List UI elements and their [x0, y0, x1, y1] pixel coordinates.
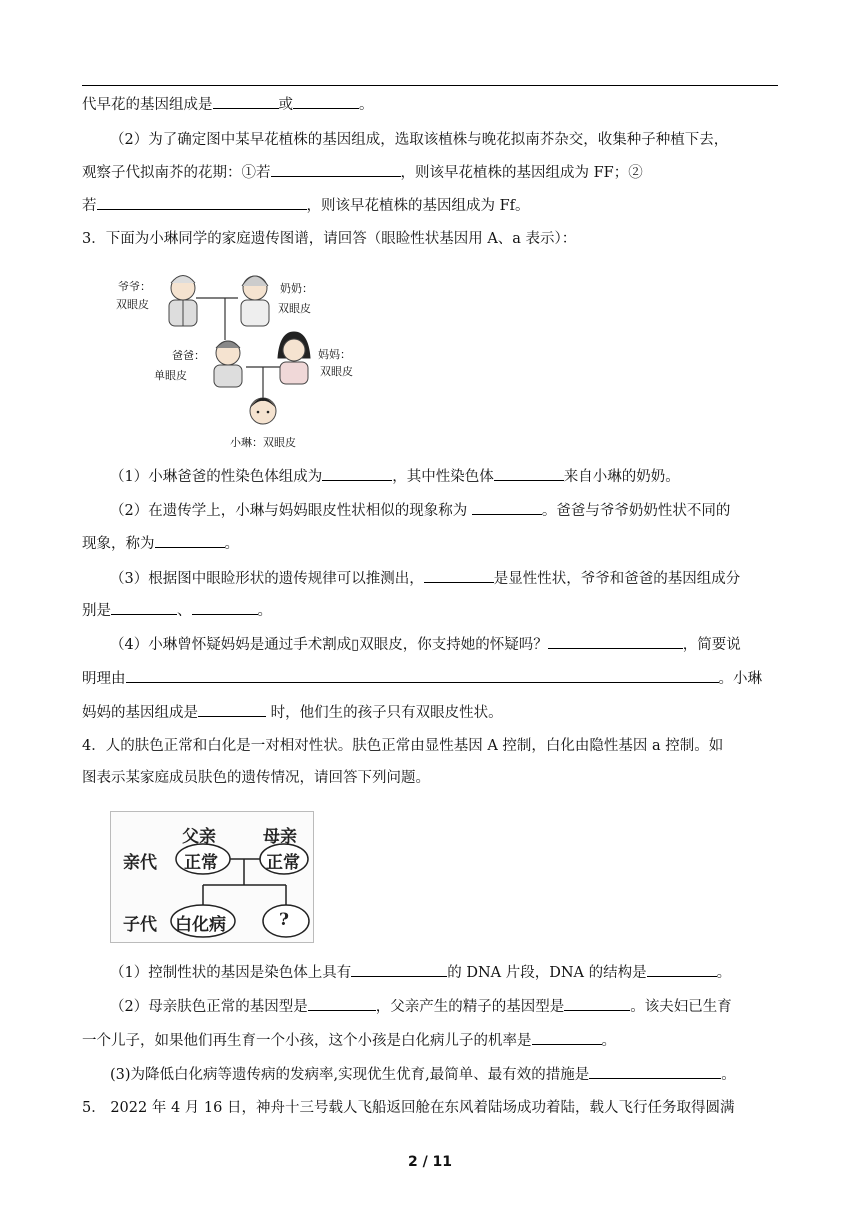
answer-blank[interactable] [548, 634, 683, 649]
dad-label: 爸爸： [172, 349, 205, 362]
answer-blank[interactable] [532, 1030, 602, 1045]
q3-part3-line2: 别是 、 。 [82, 600, 782, 621]
child-label: 小琳：双眼皮 [230, 436, 296, 449]
answer-blank[interactable] [564, 996, 630, 1011]
grandma-label: 奶奶： [280, 282, 313, 295]
answer-blank[interactable] [126, 668, 719, 683]
grandpa-portrait [169, 276, 197, 327]
father-trait: 正常 [184, 853, 218, 873]
q2-part2-line1: （2）为了确定图中某早花植株的基因组成，选取该植株与晚花拟南芥杂交，收集种子种植下去， [110, 132, 729, 148]
q4-part2-line2: 一个儿子，如果他们再生育一个小孩，这个小孩是白化病儿子的机率是 。 [82, 1030, 782, 1051]
answer-blank[interactable] [322, 466, 392, 481]
answer-blank[interactable] [97, 195, 307, 210]
mother-label: 母亲 [263, 827, 297, 847]
answer-blank[interactable] [308, 996, 376, 1011]
q4-part3: (3)为降低白化病等遗传病的发病率,实现优生优育,最简单、最有效的措施是 。 [110, 1064, 810, 1085]
albinism-inheritance-figure [110, 811, 314, 943]
answer-blank[interactable] [198, 702, 266, 717]
q3-part4-line2: 明理由 。小琳 [82, 668, 782, 689]
q3-part2-line1: （2）在遗传学上，小琳与妈妈眼皮性状相似的现象称为 。爸爸与爷爷奶奶性状不同的 [110, 500, 810, 521]
answer-blank[interactable] [494, 466, 564, 481]
answer-blank[interactable] [293, 94, 359, 109]
q4-part1: （1）控制性状的基因是染色体上具有 的 DNA 片段，DNA 的结构是 。 [110, 962, 810, 983]
q2-part2-line3: 若 ，则该早花植株的基因组成为 Ff。 [82, 195, 782, 216]
answer-blank[interactable] [589, 1064, 721, 1079]
q5-stem: 5． 2022 年 4 月 16 日，神舟十三号载人飞船返回舱在东风着陆场成功着陆，载人飞行任务取得圆满 [82, 1100, 735, 1116]
header-rule [82, 85, 778, 86]
q3-part2-line2: 现象，称为 。 [82, 533, 782, 554]
q4-part2-line1: （2）母亲肤色正常的基因型是 ，父亲产生的精子的基因型是 。该夫妇已生育 [110, 996, 810, 1017]
q3-part3-line1: （3）根据图中眼睑形状的遗传规律可以推测出， 是显性性状，爷爷和爸爸的基因组成分 [110, 568, 810, 589]
q3-stem: 3．下面为小琳同学的家庭遗传图谱，请回答（眼睑性状基因用 A、a 表示）： [82, 231, 577, 247]
q3-part1: （1）小琳爸爸的性染色体组成为 ，其中性染色体 来自小琳的奶奶。 [110, 466, 810, 487]
child2-trait: ? [279, 910, 289, 930]
q4-stem-line1: 4．人的肤色正常和白化是一对相对性状。肤色正常由显性基因 A 控制，白化由隐性基因 a 控制。如 [82, 738, 724, 754]
answer-blank[interactable] [424, 568, 494, 583]
answer-blank[interactable] [351, 962, 447, 977]
answer-blank[interactable] [472, 500, 542, 515]
answer-blank[interactable] [647, 962, 717, 977]
dad-portrait [214, 341, 242, 387]
grandpa-label: 爷爷： [118, 280, 151, 293]
mom-label: 妈妈： [318, 348, 351, 361]
dad-trait: 单眼皮 [154, 369, 187, 382]
page-number: 2 / 11 [407, 1154, 453, 1170]
answer-blank[interactable] [111, 600, 177, 615]
grandpa-trait: 双眼皮 [116, 298, 149, 311]
father-label: 父亲 [182, 827, 216, 847]
mom-portrait [278, 332, 310, 384]
child-generation-label: 子代 [123, 915, 157, 935]
family-pedigree-figure [118, 268, 368, 453]
q3-part4-line1: （4）小琳曾怀疑妈妈是通过手术割成▯双眼皮，你支持她的怀疑吗？ ，简要说 [110, 634, 810, 655]
answer-blank[interactable] [155, 533, 225, 548]
child1-trait: 白化病 [175, 915, 226, 935]
q2-line-1: 代早花的基因组成是 或 。 [82, 94, 782, 115]
answer-blank[interactable] [271, 162, 401, 177]
child-portrait [250, 398, 276, 424]
q4-stem-line2: 图表示某家庭成员肤色的遗传情况，请回答下列问题。 [82, 770, 430, 786]
mom-trait: 双眼皮 [320, 365, 353, 378]
q3-part4-line3: 妈妈的基因组成是 时，他们生的孩子只有双眼皮性状。 [82, 702, 782, 723]
q2-part2-line2: 观察子代拟南芥的花期：①若 ，则该早花植株的基因组成为 FF；② [82, 162, 782, 183]
answer-blank[interactable] [192, 600, 258, 615]
answer-blank[interactable] [213, 94, 279, 109]
parent-generation-label: 亲代 [123, 853, 157, 873]
mother-trait: 正常 [266, 853, 300, 873]
grandma-portrait [241, 276, 269, 326]
grandma-trait: 双眼皮 [278, 302, 311, 315]
